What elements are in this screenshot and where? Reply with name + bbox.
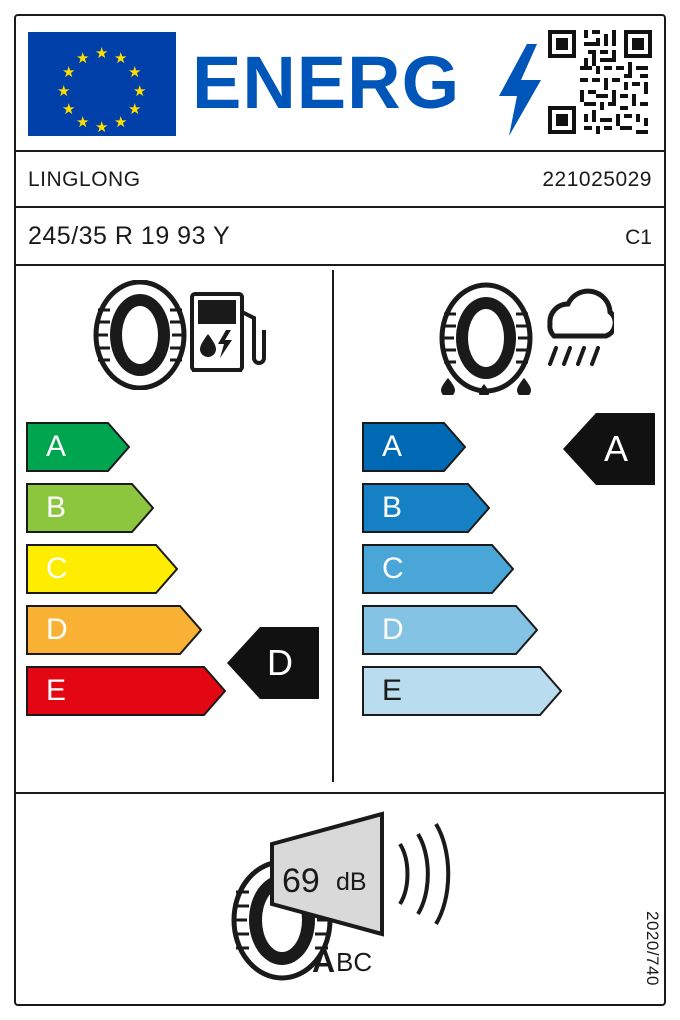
fuel-grade-c-letter: C	[46, 552, 68, 585]
fuel-grade-a-shape	[26, 422, 130, 472]
rain-cloud-icon	[550, 291, 614, 364]
qr-code-icon	[548, 30, 652, 134]
wet-grade-c-letter: C	[382, 552, 404, 585]
wet-grade-b-letter: B	[382, 491, 403, 524]
noise-pictogram	[0, 800, 680, 1010]
tyre-dimension: 245/35 R 19 93 Y	[28, 222, 231, 250]
divider-noise	[16, 792, 664, 794]
fuel-rating-marker	[226, 626, 320, 700]
fuel-grade-b-letter: B	[46, 491, 67, 524]
eu-flag-icon: ★ ★ ★ ★ ★ ★ ★ ★ ★ ★ ★ ★	[28, 32, 176, 136]
brand-name: LINGLONG	[28, 168, 141, 191]
wet-grade-a-shape	[362, 422, 466, 472]
wet-grade-d-letter: D	[382, 613, 404, 646]
tyre-wet-icon	[441, 285, 531, 395]
noise-class-rest: BC	[336, 947, 373, 977]
wet-grip-pictogram	[424, 280, 614, 395]
divider-center	[332, 270, 334, 782]
product-code: 221025029	[542, 168, 652, 191]
regulation-reference: 2020/740	[643, 911, 662, 986]
wet-rating-marker	[562, 412, 656, 486]
noise-db-unit: dB	[336, 868, 367, 896]
noise-db-value: 69	[282, 862, 320, 900]
noise-class-active: A	[312, 943, 336, 979]
divider-brand	[16, 206, 664, 208]
wet-grade-a-letter: A	[382, 430, 403, 463]
fuel-grade-a-letter: A	[46, 430, 67, 463]
wet-grade-e-letter: E	[382, 674, 403, 707]
fuel-grade-d-letter: D	[46, 613, 68, 646]
fuel-grade-e-letter: E	[46, 674, 67, 707]
fuel-rating-letter: D	[267, 642, 293, 683]
energy-bolt-icon	[497, 44, 541, 136]
divider-dimension	[16, 264, 664, 266]
wet-rating-letter: A	[603, 428, 628, 469]
tyre-class: C1	[625, 226, 652, 249]
tyre-icon	[96, 282, 184, 388]
fuel-efficiency-pictogram	[88, 280, 268, 390]
divider-header	[16, 150, 664, 152]
page-title: ENERG	[192, 41, 461, 124]
